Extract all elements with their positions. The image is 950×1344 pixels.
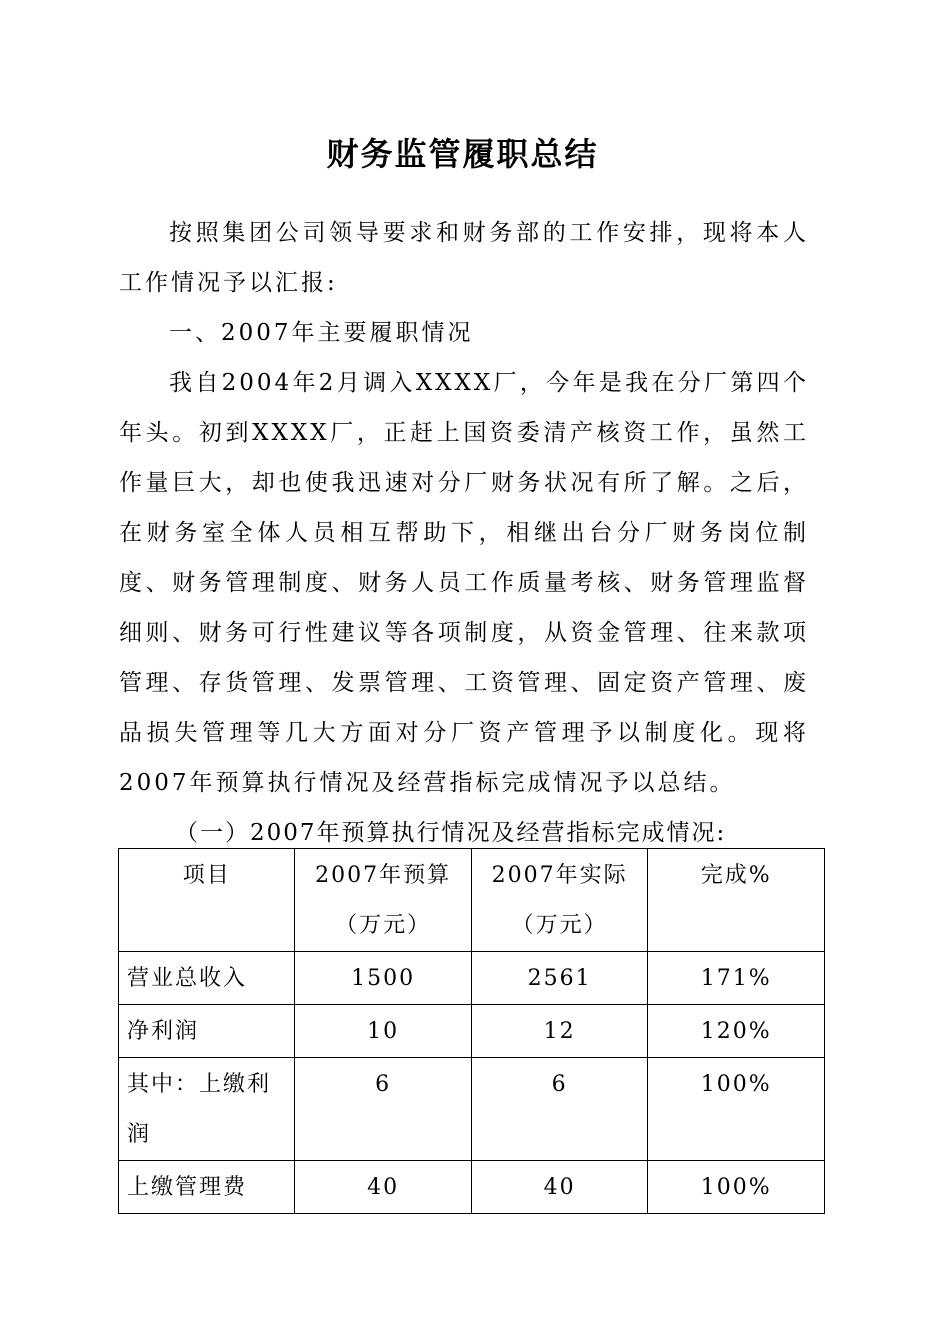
row-label: 营业总收入 (119, 952, 295, 1005)
header-cell-budget (295, 849, 472, 952)
header-budget-unit: （万元） (335, 913, 432, 938)
row-budget: 6 (295, 1058, 472, 1161)
header-actual-unit: （万元） (511, 913, 608, 938)
table-header-row (119, 849, 825, 952)
row-completion: 171% (648, 952, 825, 1005)
row-completion: 120% (648, 1005, 825, 1058)
header-cell-actual (471, 849, 648, 952)
header-cell-completion (648, 849, 825, 952)
row-actual: 6 (471, 1058, 648, 1161)
document-title: 财务监管履职总结 (326, 135, 599, 173)
document-body (119, 208, 809, 858)
row-label: 其中：上缴利润 (119, 1058, 295, 1161)
row-label: 上缴管理费 (119, 1161, 295, 1214)
row-label: 净利润 (119, 1005, 295, 1058)
row-budget: 40 (295, 1161, 472, 1214)
intro-paragraph: 按照集团公司领导要求和财务部的工作安排，现将本人工作情况予以汇报: (119, 220, 809, 296)
section-heading: 一、2007年主要履职情况 (169, 320, 474, 346)
row-budget: 10 (295, 1005, 472, 1058)
header-cell-item (119, 849, 295, 952)
table-row (119, 1005, 825, 1058)
header-item-label: 项目 (182, 863, 231, 888)
header-completion-label: 完成% (700, 863, 772, 888)
table-row (119, 1161, 825, 1214)
row-budget: 1500 (295, 952, 472, 1005)
body-paragraph: 我自2004年2月调入XXXX厂，今年是我在分厂第四个年头。初到XXXX厂，正赶上国资委清产核资工作，虽然工作量巨大，却也使我迅速对分厂财务状况有所了解。之后，在财务室全体人员相互帮助下，相继出台分厂财务岗位制度、财务管理制度、财务人员工作质量考核、财务管理监督细则、财务可行性建议等各项制度，从资金管理、往来款项管理、存货管理、发票管理、工资管理、固定资产管理、废品损失管理等几大方面对分厂资产管理予以制度化。现将2007年预算执行情况及经营指标完成情况予以总结。 (119, 370, 809, 796)
row-completion: 100% (648, 1058, 825, 1161)
header-actual-label: 2007年实际 (491, 863, 628, 888)
row-completion: 100% (648, 1161, 825, 1214)
table-row (119, 1058, 825, 1161)
header-budget-label: 2007年预算 (315, 863, 452, 888)
table-row (119, 952, 825, 1005)
budget-table (118, 848, 825, 1214)
row-actual: 40 (471, 1161, 648, 1214)
row-actual: 2561 (471, 952, 648, 1005)
row-actual: 12 (471, 1005, 648, 1058)
table-caption: （一）2007年预算执行情况及经营指标完成情况: (175, 820, 727, 846)
